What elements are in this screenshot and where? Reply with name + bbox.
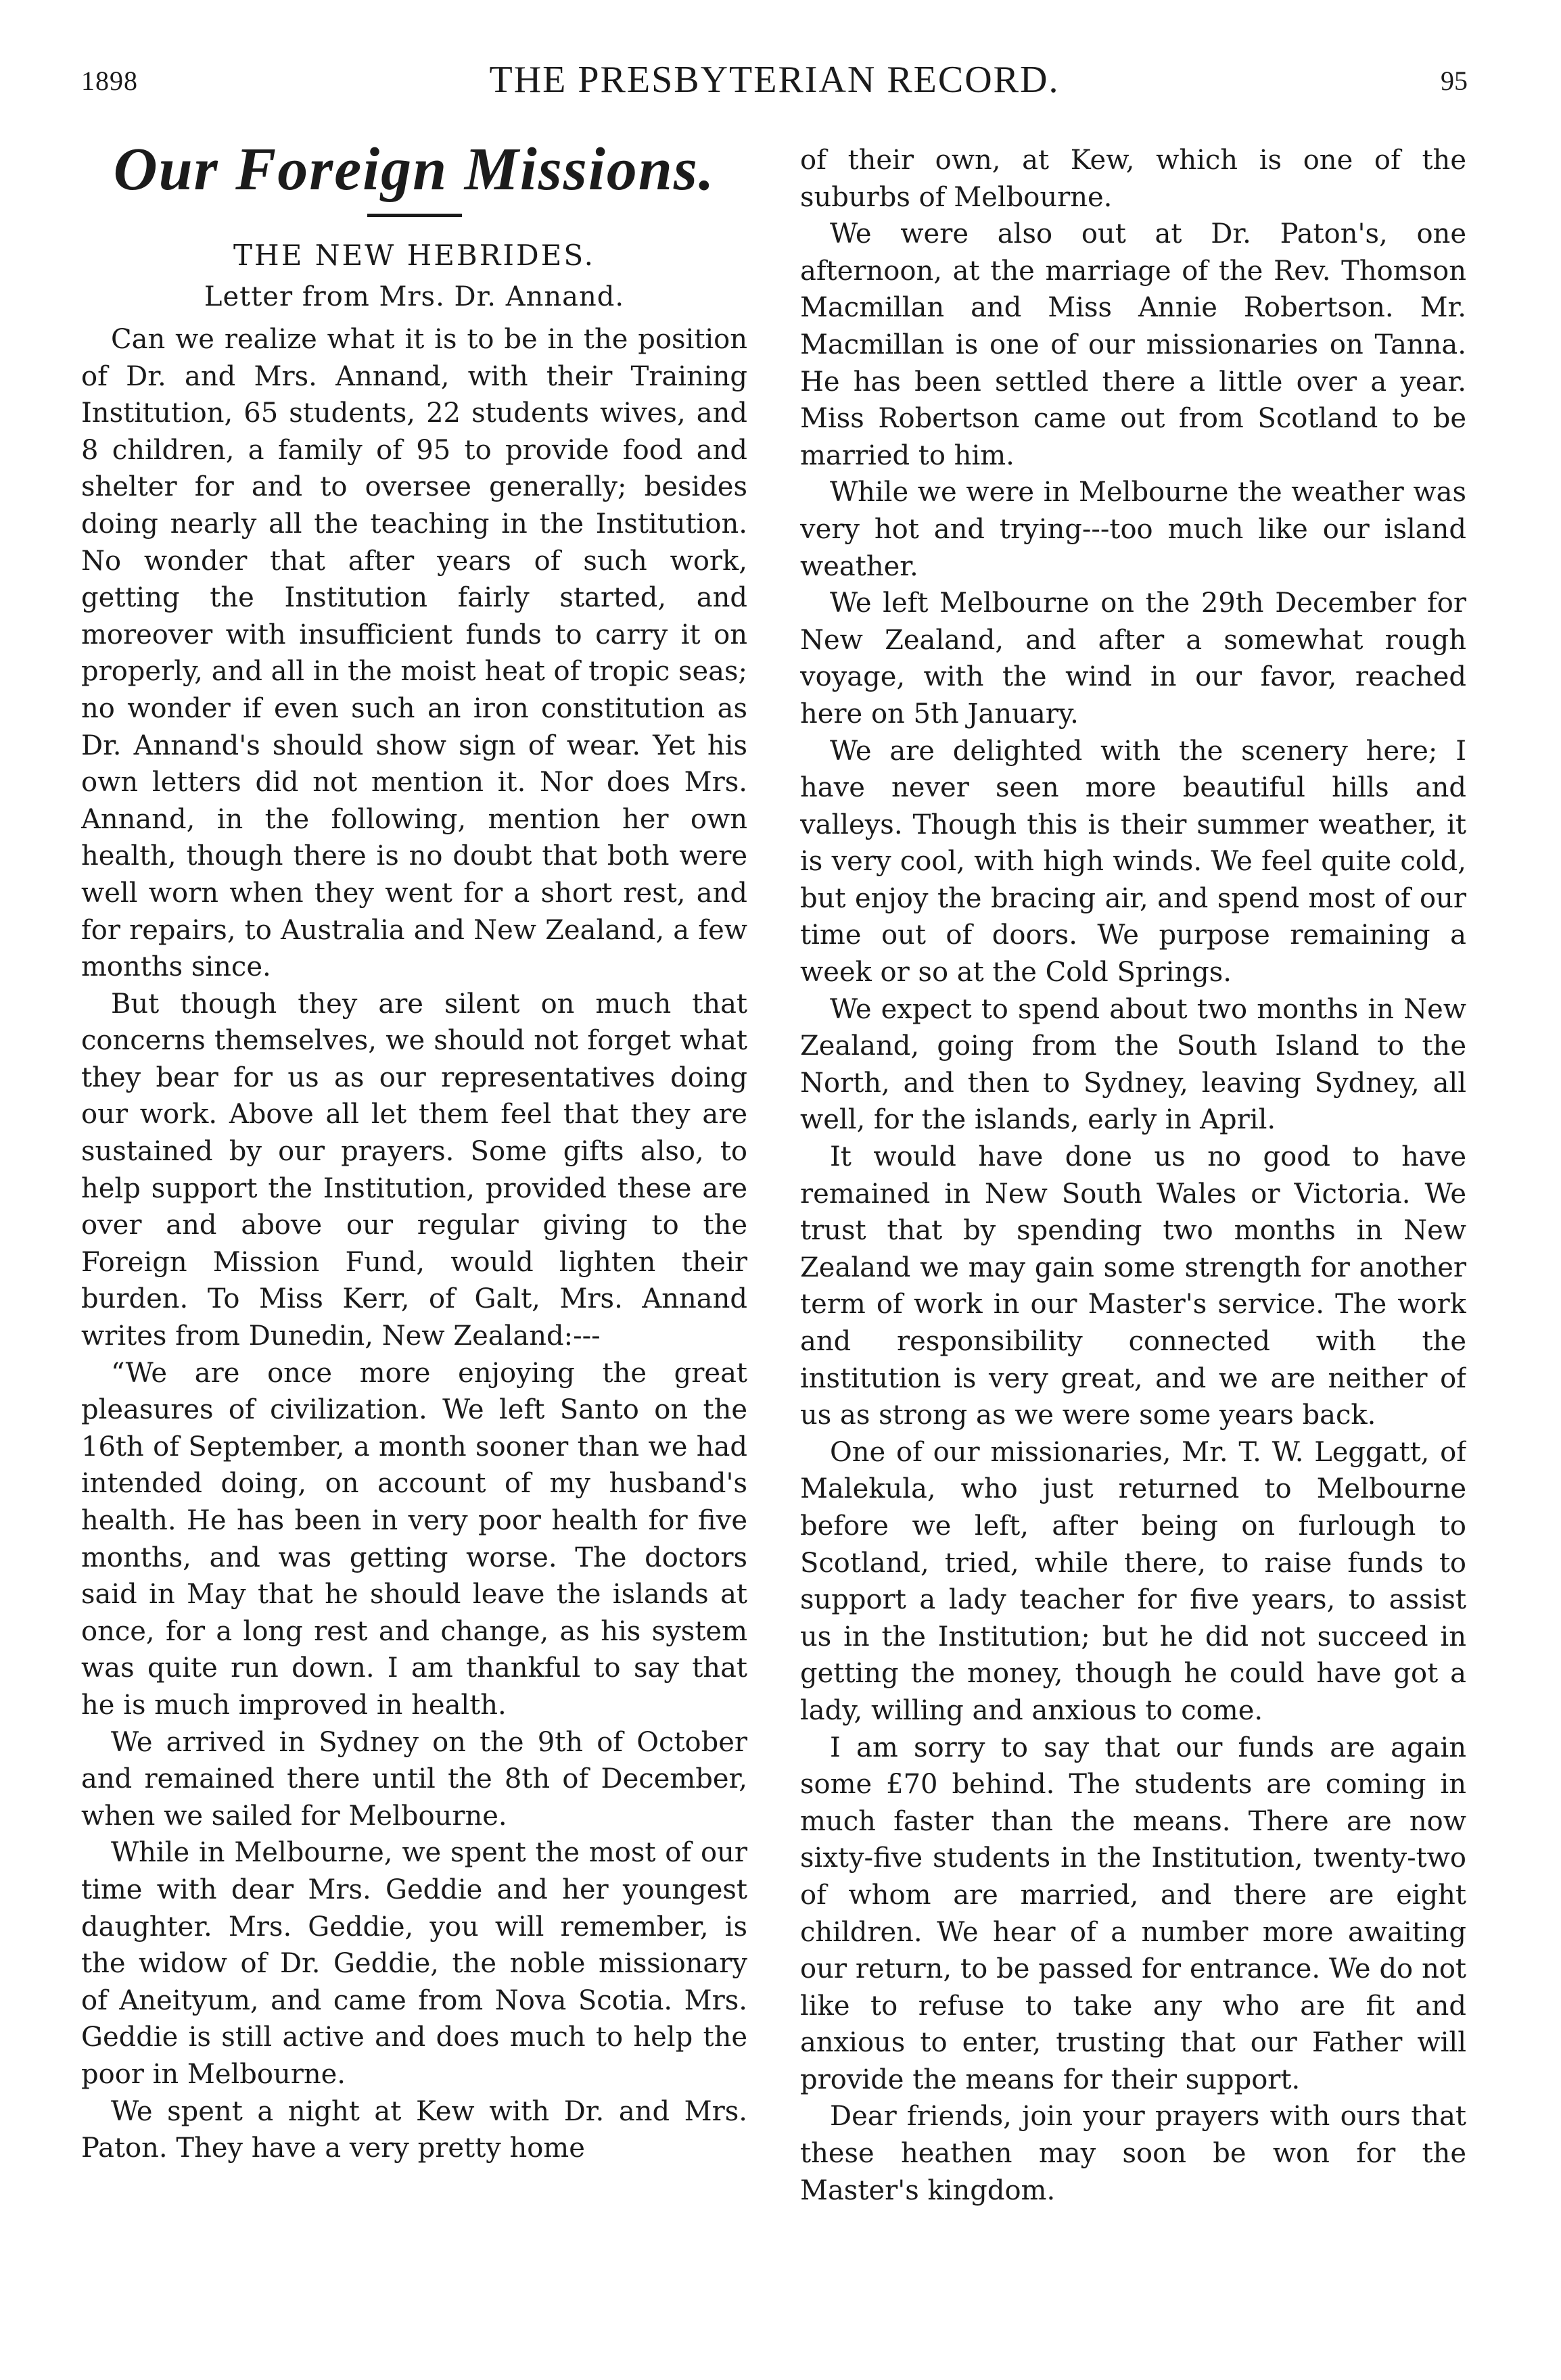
page-number: 95 <box>1441 66 1468 96</box>
section-title: Our Foreign Missions. <box>113 136 716 203</box>
paragraph: We spent a night at Kew with Dr. and Mrs. Paton. They have a very pretty home <box>81 2095 747 2164</box>
publication-title: THE PRESBYTERIAN RECORD. <box>489 59 1060 101</box>
paragraph: We expect to spend about two months in New Zealand, going from the South Island to the North, and then to Sydney, leaving Sydney, all well, for the islands, early in April. <box>800 993 1466 1136</box>
right-column <box>800 142 1466 2319</box>
running-head <box>81 58 1468 105</box>
paragraph: One of our missionaries, Mr. T. W. Leggatt, of Malekula, who just returned to Melbourne before we left, after being on furlough to Scotland, tried, while there, to raise funds to support a lady teacher for five years, to assist us in the Institution; but he did not succeed in getting the money, though he could have got a lady, willing and anxious to come. <box>800 1436 1466 1726</box>
paragraph: While we were in Melbourne the weather was very hot and trying---too much like our island weather. <box>800 477 1466 582</box>
paragraph: I am sorry to say that our funds are again some £70 behind. The students are coming in much faster than the means. There are now sixty-five students in the Institution, twenty-two of whom are married, and there are eight children. We hear of a number more awaiting our return, to be passed for entrance. We do not like to refuse to take any who are fit and anxious to enter, trusting that our Father will provide the means for their support. <box>800 1732 1466 2095</box>
paragraph: We arrived in Sydney on the 9th of October and remained there until the 8th of December, when we sailed for Melbourne. <box>81 1726 747 1832</box>
article-byline: Letter from Mrs. Dr. Annand. <box>204 281 625 312</box>
article-subheading: THE NEW HEBRIDES. <box>233 239 595 272</box>
paragraph: We left Melbourne on the 29th December for New Zealand, and after a somewhat rough voyage, with the wind in our favor, reached here on 5th January. <box>800 588 1466 730</box>
paragraph: “We are once more enjoying the great pleasures of civilization. We left Santo on the 16th of September, a month sooner than we had intended doing, on account of my husband's health. He has been in very poor health for five months, and was getting worse. The doctors said in May that he should leave the islands at once, for a long rest and change, as his system was quite run down. I am thankful to say that he is much improved in health. <box>81 1357 747 1721</box>
paragraph: While in Melbourne, we spent the most of our time with dear Mrs. Geddie and her youngest daughter. Mrs. Geddie, you will remember, is the widow of Dr. Geddie, the noble missionary of Aneityum, and came from Nova Scotia. Mrs. Geddie is still active and does much to help the poor in Melbourne. <box>81 1837 747 2090</box>
paragraph: We were also out at Dr. Paton's, one afternoon, at the marriage of the Rev. Thomson Macmillan and Miss Annie Robertson. Mr. Macmillan is one of our missionaries on Tanna. He has been settled there a little over a year. Miss Robertson came out from Scotland to be married to him. <box>800 218 1466 471</box>
paragraph: of their own, at Kew, which is one of the suburbs of Melbourne. <box>800 145 1466 213</box>
paragraph: We are delighted with the scenery here; I have never seen more beautiful hills and valleys. Though this is their summer weather, it is very cool, with high winds. We feel quite cold, but enjoy the bracing air, and spend most of our time out of doors. We purpose remaining a week or so at the Cold Springs. <box>800 735 1466 989</box>
paragraph: Can we realize what it is to be in the position of Dr. and Mrs. Annand, with their Training Institution, 65 students, 22 students wives, and 8 children, a family of 95 to provide food and shelter for and to oversee generally; besides doing nearly all the teaching in the Institution. No wonder that after years of such work, getting the Institution fairly started, and moreover with insufficient funds to carry it on properly, and all in the moist heat of tropic seas; no wonder if even such an iron constitution as Dr. Annand's should show sign of wear. Yet his own letters did not mention it. Nor does Mrs. Annand, in the following, mention her own health, though there is no doubt that both were well worn when they went for a short rest, and for repairs, to Australia and New Zealand, a few months since. <box>81 324 747 983</box>
title-rule <box>367 214 462 217</box>
left-column <box>81 133 747 2310</box>
paragraph: But though they are silent on much that concerns themselves, we should not forget what they bear for us as our representatives doing our work. Above all let them feel that they are sustained by our prayers. Some gifts also, to help support the Institution, provided these are over and above our regular giving to the Foreign Mission Fund, would lighten their burden. To Miss Kerr, of Galt, Mrs. Annand writes from Dunedin, New Zealand:--- <box>81 988 747 1352</box>
paragraph: It would have done us no good to have remained in New South Wales or Victoria. We trust that by spending two months in New Zealand we may gain some strength for another term of work in our Master's service. The work and responsibility connected with the institution is very great, and we are neither of us as strong as we were some years back. <box>800 1141 1466 1431</box>
issue-year: 1898 <box>81 66 138 96</box>
paragraph: Dear friends, join your prayers with ours that these heathen may soon be won for the Master's kingdom. <box>800 2101 1466 2206</box>
